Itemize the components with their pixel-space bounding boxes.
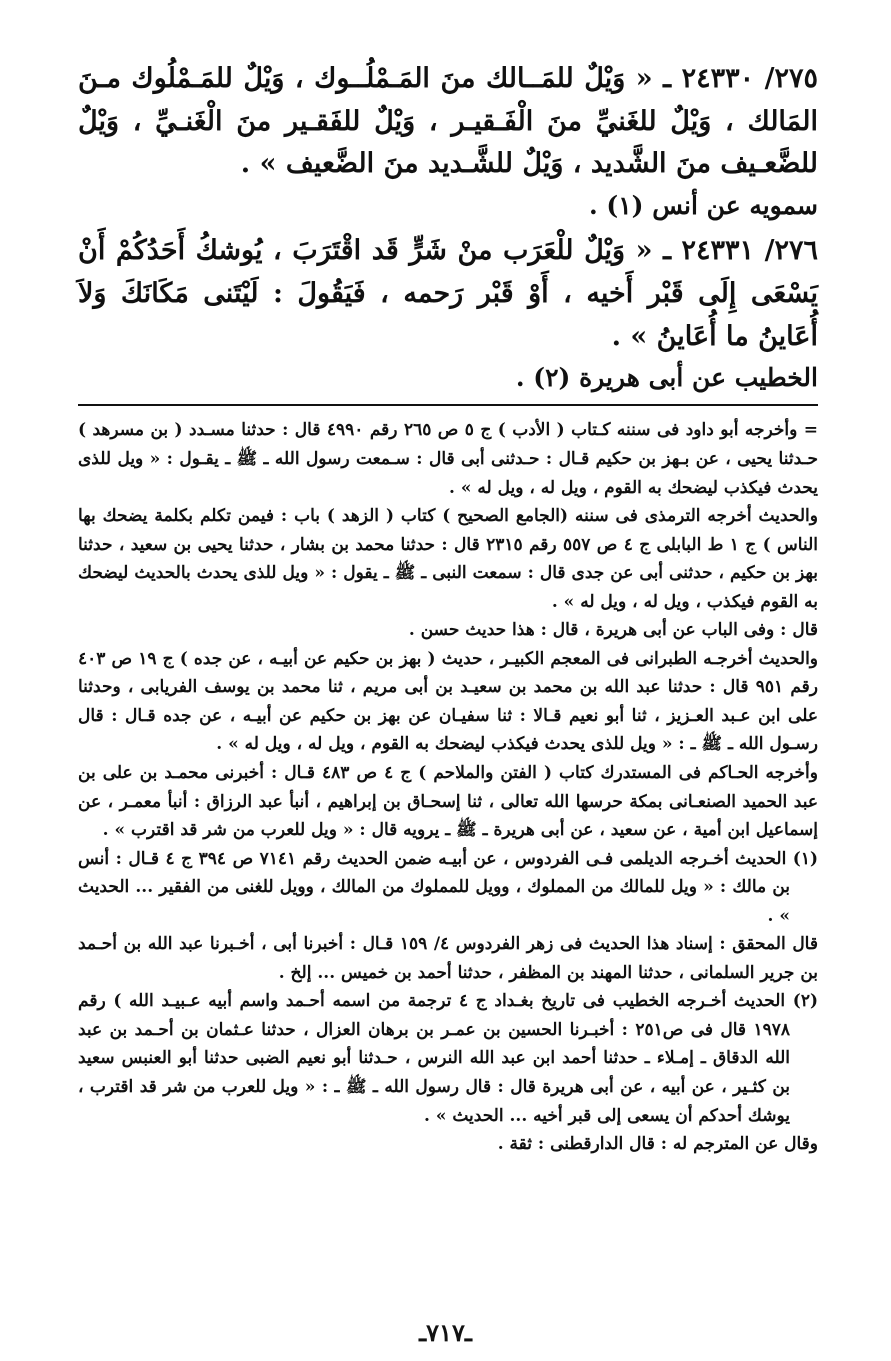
footnote-1-editor: قال المحقق : إسناد هذا الحديث فى زهر الفردوس ٤/ ١٥٩ قـال : أخبرنا أبى ، أخـبرنا عبد الله بن أحـمد بن جرير السلمانى ، حدثنا المهند بن المظفر ، حدثنا أحمد بن خميس ... إلخ . (78, 934, 818, 983)
footnote-1-daylami: (١) الحديث أخـرجه الديلمى فـى الفردوس ، عن أبيـه ضمن الحديث رقم ٧١٤١ ص ٣٩٤ ج ٤ قـال : أنس بن مالك : « ويل للمالك من المملوك ، وويل للمملوك من المالك ، وويل للغنى من الفقير ... الحديث » . (78, 848, 819, 926)
hadith-276-text: ٢٧٦/ ٢٤٣٣١ ـ « وَيْلٌ للْعَرَب منْ شَرٍّ قَد اقْتَرَبَ ، يُوشكُ أَحَدُكُمْ أَنْ يَسْعَى إِلَى قَبْر أَخيه ، أَوْ قَبْر رَحمه ، فَيَقُولَ : لَيْتَنى مَكَانَكَ وَلاَ أُعَاينُ ما أُعَاينُ » . (78, 235, 818, 352)
footnotes (78, 416, 818, 1158)
page-body (78, 58, 818, 1159)
hadith-275-text: ٢٧٥/ ٢٤٣٣٠ ـ « وَيْلٌ للمَــالك منَ المَـمْلُــوك ، وَيْلٌ للمَـمْلُوك مـنَ المَالك ، وَيْلٌ للغَنيِّ منَ الْفَـقيـر ، وَيْلٌ للفَقـير منَ الْغَنـيِّ ، وَيْلٌ للضَّعـيف منَ الشَّديد ، وَيْلٌ للشَّـديد منَ الضَّعيف » . (78, 63, 818, 180)
footnote-hakim: وأخرجه الحـاكم فى المستدرك كتاب ( الفتن والملاحم ) ج ٤ ص ٤٨٣ قـال : أخبرنى محمـد بن على بن عبد الحميد الصنعـانى بمكة حرسها الله تعالى ، ثنا إسحـاق بن إبراهيم ، أنبأ عبد الرزاق : أنبأ معمـر ، عن إسماعيل ابن أمية ، عن سعيد ، عن أبى هريرة ـ ﷺ ـ يرويه قال : « ويل للعرب من شر قد اقترب » . (78, 763, 818, 841)
footnote-tabarani: والحديث أخرجـه الطبرانى فى المعجم الكبيـر ، حديث ( بهز بن حكيم عن أبيـه ، عن جده ) ج ١٩ ص ٤٠٣ رقم ٩٥١ قال : حدثنا عبد الله بن محمد بن سعيـد بن أبى مريم ، ثنا محمد بن يوسف الفريابى ، وحدثنا على ابن عـبد العـزيز ، ثنا أبو نعيم قـالا : ثنا سفيـان عن بهز بن حكيم عن أبيـه ، عن جده قـال : قال رسـول الله ـ ﷺ ـ : « ويل للذى يحدث فيكذب ليضحك به القوم ، ويل له ، ويل له » . (78, 648, 819, 755)
footnote-2-khatib: (٢) الحديث أخـرجه الخطيب فى تاريخ بغـداد ج ٤ ترجمة من اسمه أحـمد واسم أبيه عـبيـد الله ) رقم ١٩٧٨ قال فى ص٢٥١ : أخبـرنا الحسين بن عمـر بن برهان العزال ، حدثنا عـثمان بن أحـمد بن عبد الله الدقاق ـ إمـلاء ـ حدثنا أحمد ابن عبد الله النرس ، حـدثنا أبو نعيم الضبى حدثنا أبو العنبس سعيد بن كثـير ، عن أبيه ، عن أبى هريرة قال : قال رسول الله ـ ﷺ ـ : « ويل للعرب من شر قد اقترب ، يوشك أحدكم أن يسعى إلى قبر أخيه ... الحديث » . (78, 991, 819, 1126)
footnote-tirmidhi: والحديث أخرجه الترمذى فى سننه (الجامع الصحيح ) كتاب ( الزهد ) باب : فيمن تكلم بكلمة يضحك بها الناس ) ج ١ ط البابلى ج ٤ ص ٥٥٧ رقم ٢٣١٥ قال : حدثنا محمد بن بشار ، حدثنا يحيى بن سعيد ، حدثنا بهز بن حكيم ، حدثنى أبى عن جدى قال : سمعت النبى ـ ﷺ ـ يقول : « ويل للذى يحدث بالحديث ليضحك به القوم فيكذب ، ويل له ، ويل له » . (78, 506, 818, 612)
footnote-abu-dawud: = وأخرجه أبو داود فى سننه كـتاب ( الأدب ) ج ٥ ص ٢٦٥ رقم ٤٩٩٠ قال : حدثنا مسـدد ( بن مسرهد ) حـدثنا يحيى ، عن بـهز بن حكيم قـال : حـدثنى أبى قال : سـمعت رسول الله ـ ﷺ ـ يقـول : « ويل للذى يحدث فيكذب ليضحك به القوم ، ويل له ، ويل له » . (78, 420, 818, 498)
footnote-tirmidhi-grade: قال : وفى الباب عن أبى هريرة ، قال : هذا حديث حسن . (408, 620, 818, 641)
hadith-276-source: الخطيب عن أبى هريرة (٢) . (515, 363, 818, 393)
hadith-275-source: سمويه عن أنس (١) . (588, 190, 818, 220)
footnote-2-daraqutni: وقال عن المترجم له : قال الدارقطنى : ثقة . (497, 1134, 818, 1155)
page-number: ـ٧١٧ـ (419, 1318, 472, 1347)
footnote-divider (78, 404, 818, 406)
